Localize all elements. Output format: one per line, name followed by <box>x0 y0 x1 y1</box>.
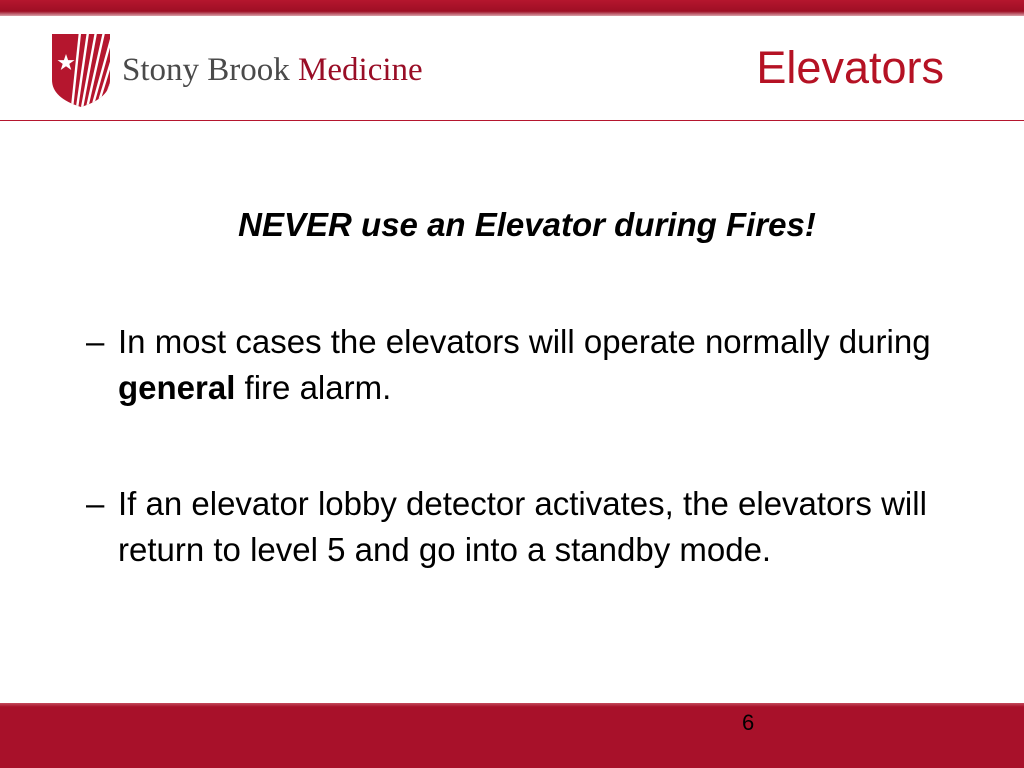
bullet-dash: – <box>86 323 105 360</box>
logo-name-part1: Stony Brook <box>122 52 290 88</box>
footer-bar <box>0 703 1024 768</box>
page-number: 6 <box>742 710 755 735</box>
bullet-text <box>118 319 946 411</box>
bullet-text-before: In most cases the elevators will operate normally during <box>118 323 931 360</box>
logo-name-part2: Medicine <box>298 52 423 88</box>
logo-wordmark <box>122 50 423 90</box>
bullet-text: If an elevator lobby detector activates, the elevators will return to level 5 and go into a standby mode. <box>118 485 927 568</box>
bullet-text-after: fire alarm. <box>235 369 392 406</box>
bullet-item <box>86 319 946 411</box>
bullet-dash: – <box>86 485 105 522</box>
header-divider <box>0 120 1024 121</box>
bullet-item <box>86 481 946 573</box>
bullet-bold-word: general <box>118 369 236 406</box>
top-accent-bar <box>0 0 1024 16</box>
headline: NEVER use an Elevator during Fires! <box>238 206 816 243</box>
shield-logo-icon <box>50 32 112 108</box>
slide-title: Elevators <box>756 42 944 93</box>
